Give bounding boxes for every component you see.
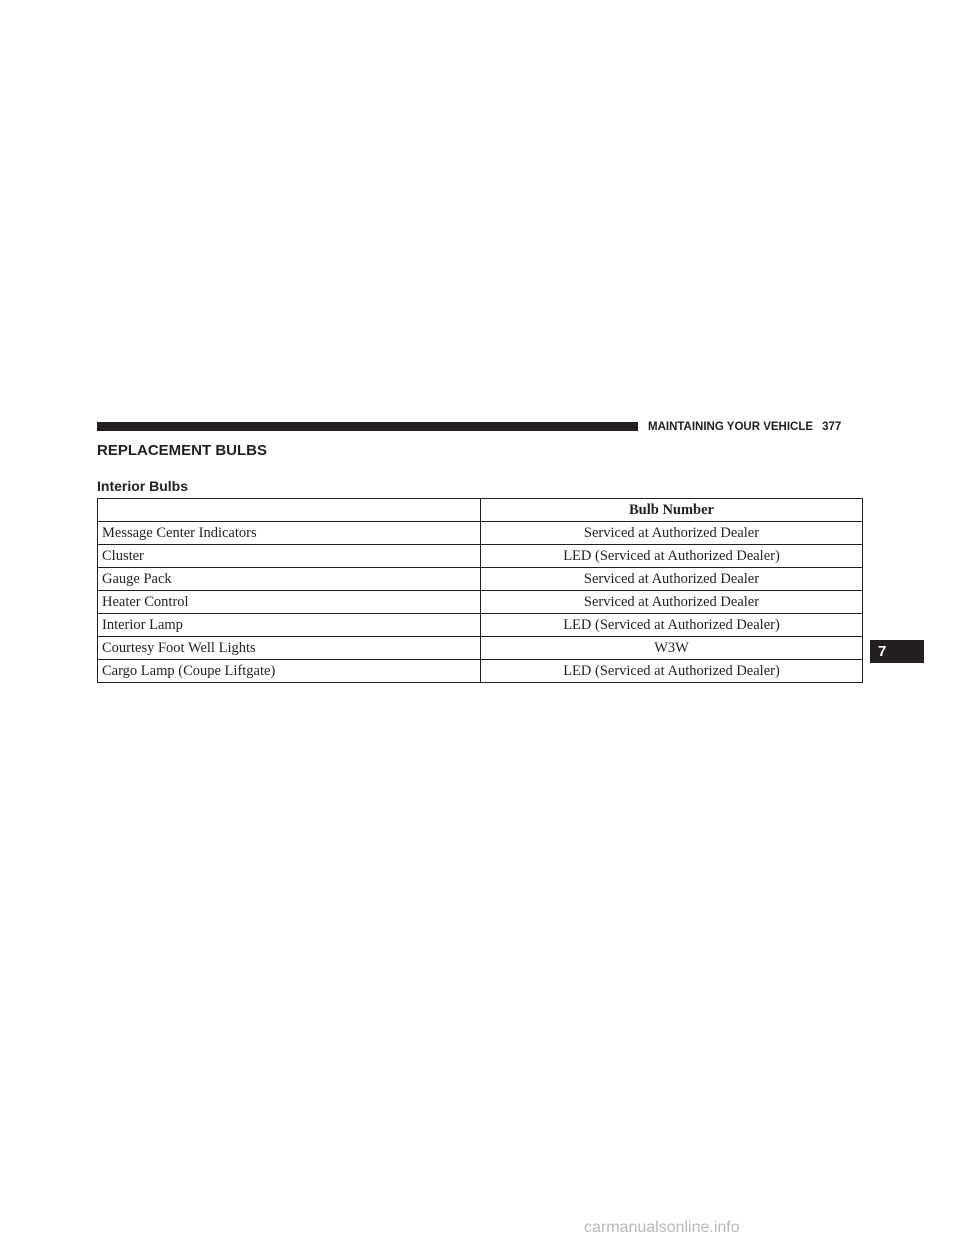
cell-bulb-number: Serviced at Authorized Dealer	[481, 568, 863, 591]
cell-bulb-number: LED (Serviced at Authorized Dealer)	[481, 660, 863, 683]
cell-location: Courtesy Foot Well Lights	[98, 637, 481, 660]
cell-bulb-number: W3W	[481, 637, 863, 660]
interior-bulbs-table	[97, 498, 863, 683]
chapter-tab: 7	[870, 640, 924, 663]
table-row	[98, 637, 863, 660]
cell-location: Heater Control	[98, 591, 481, 614]
cell-location: Cargo Lamp (Coupe Liftgate)	[98, 660, 481, 683]
cell-location: Interior Lamp	[98, 614, 481, 637]
table-row	[98, 522, 863, 545]
table-row	[98, 545, 863, 568]
cell-location: Cluster	[98, 545, 481, 568]
cell-location: Gauge Pack	[98, 568, 481, 591]
cell-bulb-number: LED (Serviced at Authorized Dealer)	[481, 614, 863, 637]
table-row	[98, 568, 863, 591]
table-row	[98, 591, 863, 614]
header-rule	[97, 422, 638, 431]
column-header-bulb-number: Bulb Number	[481, 499, 863, 522]
cell-location: Message Center Indicators	[98, 522, 481, 545]
table-row	[98, 614, 863, 637]
running-head-title: MAINTAINING YOUR VEHICLE	[648, 421, 814, 433]
cell-bulb-number: Serviced at Authorized Dealer	[481, 522, 863, 545]
running-head	[648, 419, 868, 435]
section-title: REPLACEMENT BULBS	[97, 442, 268, 459]
table-row	[98, 660, 863, 683]
watermark: carmanualsonline.info	[584, 1219, 740, 1236]
cell-bulb-number: LED (Serviced at Authorized Dealer)	[481, 545, 863, 568]
table-header-row	[98, 499, 863, 522]
cell-bulb-number: Serviced at Authorized Dealer	[481, 591, 863, 614]
page-number: 377	[822, 421, 842, 433]
subsection-title: Interior Bulbs	[97, 478, 189, 494]
column-header-location	[98, 499, 481, 522]
